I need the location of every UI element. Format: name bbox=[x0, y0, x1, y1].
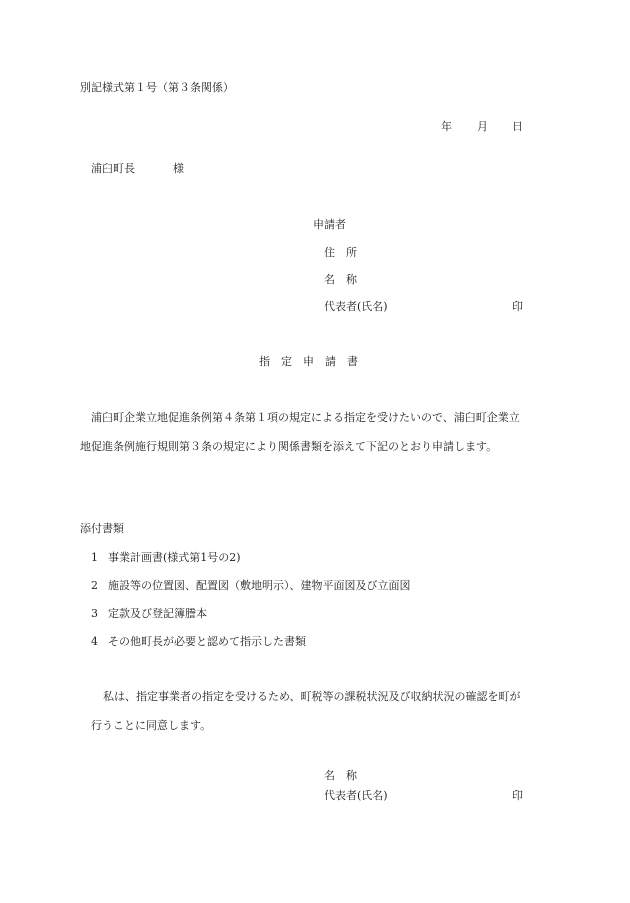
attachment-text: 事業計画書(様式第1号の2) bbox=[108, 551, 241, 564]
applicant-heading: 申請者 bbox=[313, 218, 346, 231]
applicant-seal: 印 bbox=[512, 300, 523, 313]
attachment-text: 施設等の位置図、配置図（敷地明示）、建物平面図及び立面図 bbox=[108, 579, 411, 592]
body-line-1: 浦臼町企業立地促進条例第４条第１項の規定による指定を受けたいので、浦臼町企業立 bbox=[91, 411, 520, 424]
applicant-name-label: 名 称 bbox=[324, 273, 357, 286]
consent-name-label: 名 称 bbox=[324, 769, 357, 782]
attachment-number: 4 bbox=[91, 635, 98, 648]
attachment-number: 2 bbox=[91, 579, 98, 592]
attachment-number: 3 bbox=[91, 607, 98, 620]
consent-seal: 印 bbox=[512, 789, 523, 802]
applicant-representative-label: 代表者(氏名) bbox=[324, 300, 388, 313]
consent-line-2: 行うことに同意します。 bbox=[91, 719, 212, 732]
attachment-text: 定款及び登記簿謄本 bbox=[108, 607, 207, 620]
date-year: 年 bbox=[441, 120, 452, 133]
date-month: 月 bbox=[477, 120, 488, 133]
attachment-text: その他町長が必要と認めて指示した書類 bbox=[108, 635, 306, 648]
form-number: 別記様式第１号（第３条関係） bbox=[80, 81, 234, 94]
document-title: 指 定 申 請 書 bbox=[259, 355, 358, 368]
applicant-address-label: 住 所 bbox=[324, 246, 357, 259]
addressee-name: 浦臼町長 bbox=[91, 162, 135, 175]
addressee-honorific: 様 bbox=[173, 162, 184, 175]
attachment-number: 1 bbox=[91, 551, 98, 564]
consent-line-1: 私は、指定事業者の指定を受けるため、町税等の課税状況及び収納状況の確認を町が bbox=[103, 690, 521, 703]
attachments-heading: 添付書類 bbox=[80, 522, 124, 535]
body-line-2: 地促進条例施行規則第３条の規定により関係書類を添えて下記のとおり申請します。 bbox=[80, 440, 498, 453]
date-day: 日 bbox=[512, 120, 523, 133]
consent-representative-label: 代表者(氏名) bbox=[324, 789, 388, 802]
